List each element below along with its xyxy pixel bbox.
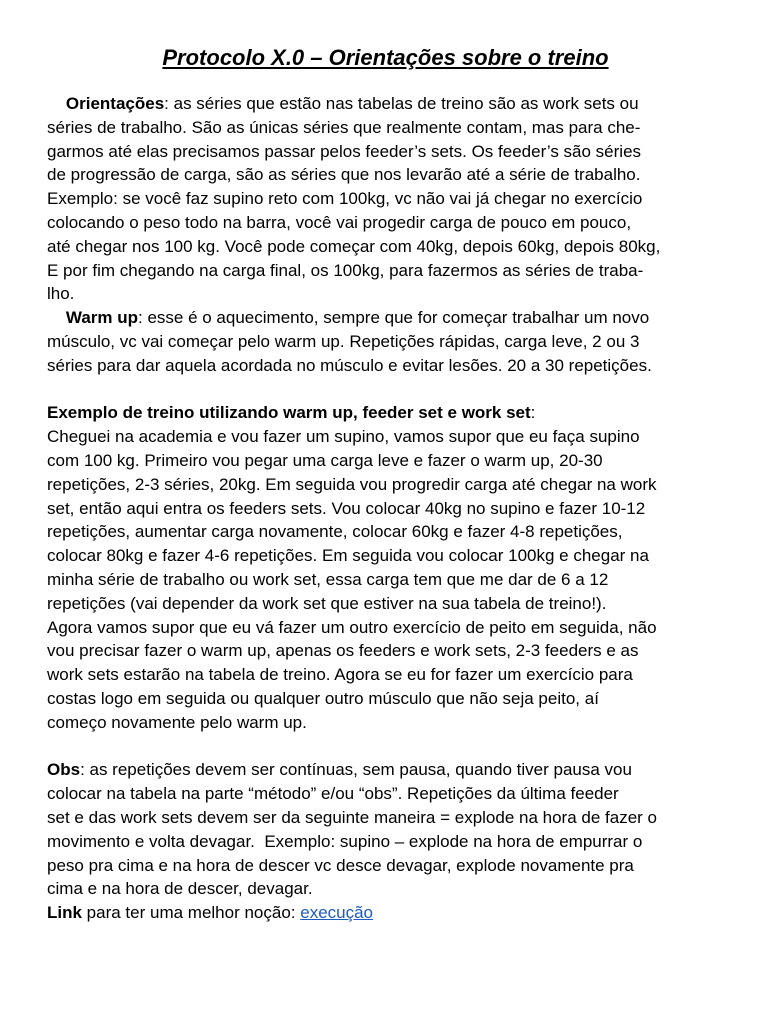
- warmup-heading: Warm up: [65, 308, 138, 328]
- warmup-text: : esse é o aquecimento, sempre que for começar trabalhar um novo: [138, 308, 650, 328]
- exemplo-line: minha série de trabalho ou work set, essa carga tem que me dar de 6 a 12: [47, 569, 609, 589]
- warmup-line: músculo, vc vai começar pelo warm up. Repetições rápidas, carga leve, 2 ou 3: [47, 331, 640, 351]
- orientacoes-line: lho.: [47, 284, 75, 304]
- link-line: [47, 901, 724, 925]
- exemplo-line: set, então aqui entra os feeders sets. Vou colocar 40kg no supino e fazer 10-12: [47, 498, 646, 518]
- orientacoes-line: séries de trabalho. São as únicas séries que realmente contam, mas para che-: [47, 117, 641, 137]
- link-heading: Link: [47, 903, 82, 923]
- exemplo-line: vou precisar fazer o warm up, apenas os feeders e work sets, 2-3 feeders e as: [47, 641, 639, 661]
- obs-line: movimento e volta devagar. Exemplo: supino – explode na hora de empurrar o: [47, 831, 643, 851]
- exemplo-line: colocar 80kg e fazer 4-6 repetições. Em seguida vou colocar 100kg e chegar na: [47, 546, 649, 566]
- link-text: para ter uma melhor noção:: [81, 903, 301, 923]
- exemplo-heading-suffix: :: [530, 403, 536, 423]
- exemplo-line: começo novamente pelo warm up.: [47, 712, 307, 732]
- exemplo-line: repetições (vai depender da work set que estiver na sua tabela de treino!).: [47, 593, 607, 613]
- exemplo-line: work sets estarão na tabela de treino. Agora se eu for fazer um exercício para: [47, 665, 633, 685]
- obs-line: cima e na hora de descer, devagar.: [47, 879, 313, 899]
- obs-first-line: [47, 758, 724, 782]
- obs-text: : as repetições devem ser contínuas, sem pausa, quando tiver pausa vou: [80, 760, 632, 780]
- blank-line: [47, 735, 724, 759]
- warmup-line: séries para dar aquela acordada no músculo e evitar lesões. 20 a 30 repetições.: [47, 355, 652, 375]
- orientacoes-line: garmos até elas precisamos passar pelos feeder’s sets. Os feeder’s são séries: [47, 141, 642, 161]
- exemplo-line: Agora vamos supor que eu vá fazer um outro exercício de peito em seguida, não: [47, 617, 657, 637]
- document-body: [47, 92, 724, 925]
- obs-heading: Obs: [47, 760, 81, 780]
- exemplo-line: repetições, aumentar carga novamente, colocar 60kg e fazer 4-8 repetições,: [47, 522, 623, 542]
- blank-line: [47, 378, 724, 402]
- obs-line: set e das work sets devem ser da seguinte maneira = explode na hora de fazer o: [47, 807, 657, 827]
- exemplo-heading: Exemplo de treino utilizando warm up, feeder set e work set: [47, 403, 531, 423]
- obs-line: colocar na tabela na parte “método” e/ou “obs”. Repetições da última feeder: [47, 784, 619, 804]
- orientacoes-line: E por fim chegando na carga final, os 100kg, para fazermos as séries de traba-: [47, 260, 644, 280]
- orientacoes-heading: Orientações: [65, 94, 165, 113]
- execucao-link[interactable]: execução: [300, 903, 374, 923]
- obs-line: peso pra cima e na hora de descer vc desce devagar, explode novamente pra: [47, 855, 634, 875]
- page-title: Protocolo X.0 – Orientações sobre o treino: [162, 45, 609, 70]
- paragraph-orientacoes-line: [47, 92, 724, 116]
- exemplo-line: costas logo em seguida ou qualquer outro músculo que não seja peito, aí: [47, 688, 599, 708]
- orientacoes-line: até chegar nos 100 kg. Você pode começar com 40kg, depois 60kg, depois 80kg,: [47, 236, 661, 256]
- exemplo-line: com 100 kg. Primeiro vou pegar uma carga leve e fazer o warm up, 20-30: [47, 450, 603, 470]
- orientacoes-line: colocando o peso todo na barra, você vai progedir carga de pouco em pouco,: [47, 212, 632, 232]
- orientacoes-line: de progressão de carga, são as séries que nos levarão até a série de trabalho.: [47, 165, 641, 185]
- exemplo-line: repetições, 2-3 séries, 20kg. Em seguida vou progredir carga até chegar na work: [47, 474, 657, 494]
- exemplo-heading-line: [47, 401, 724, 425]
- orientacoes-line: Exemplo: se você faz supino reto com 100kg, vc não vai já chegar no exercício: [47, 189, 643, 209]
- orientacoes-text: : as séries que estão nas tabelas de treino são as work sets ou: [164, 94, 639, 113]
- exemplo-line: Cheguei na academia e vou fazer um supino, vamos supor que eu faça supino: [47, 427, 640, 447]
- paragraph-warmup-line: [47, 306, 724, 330]
